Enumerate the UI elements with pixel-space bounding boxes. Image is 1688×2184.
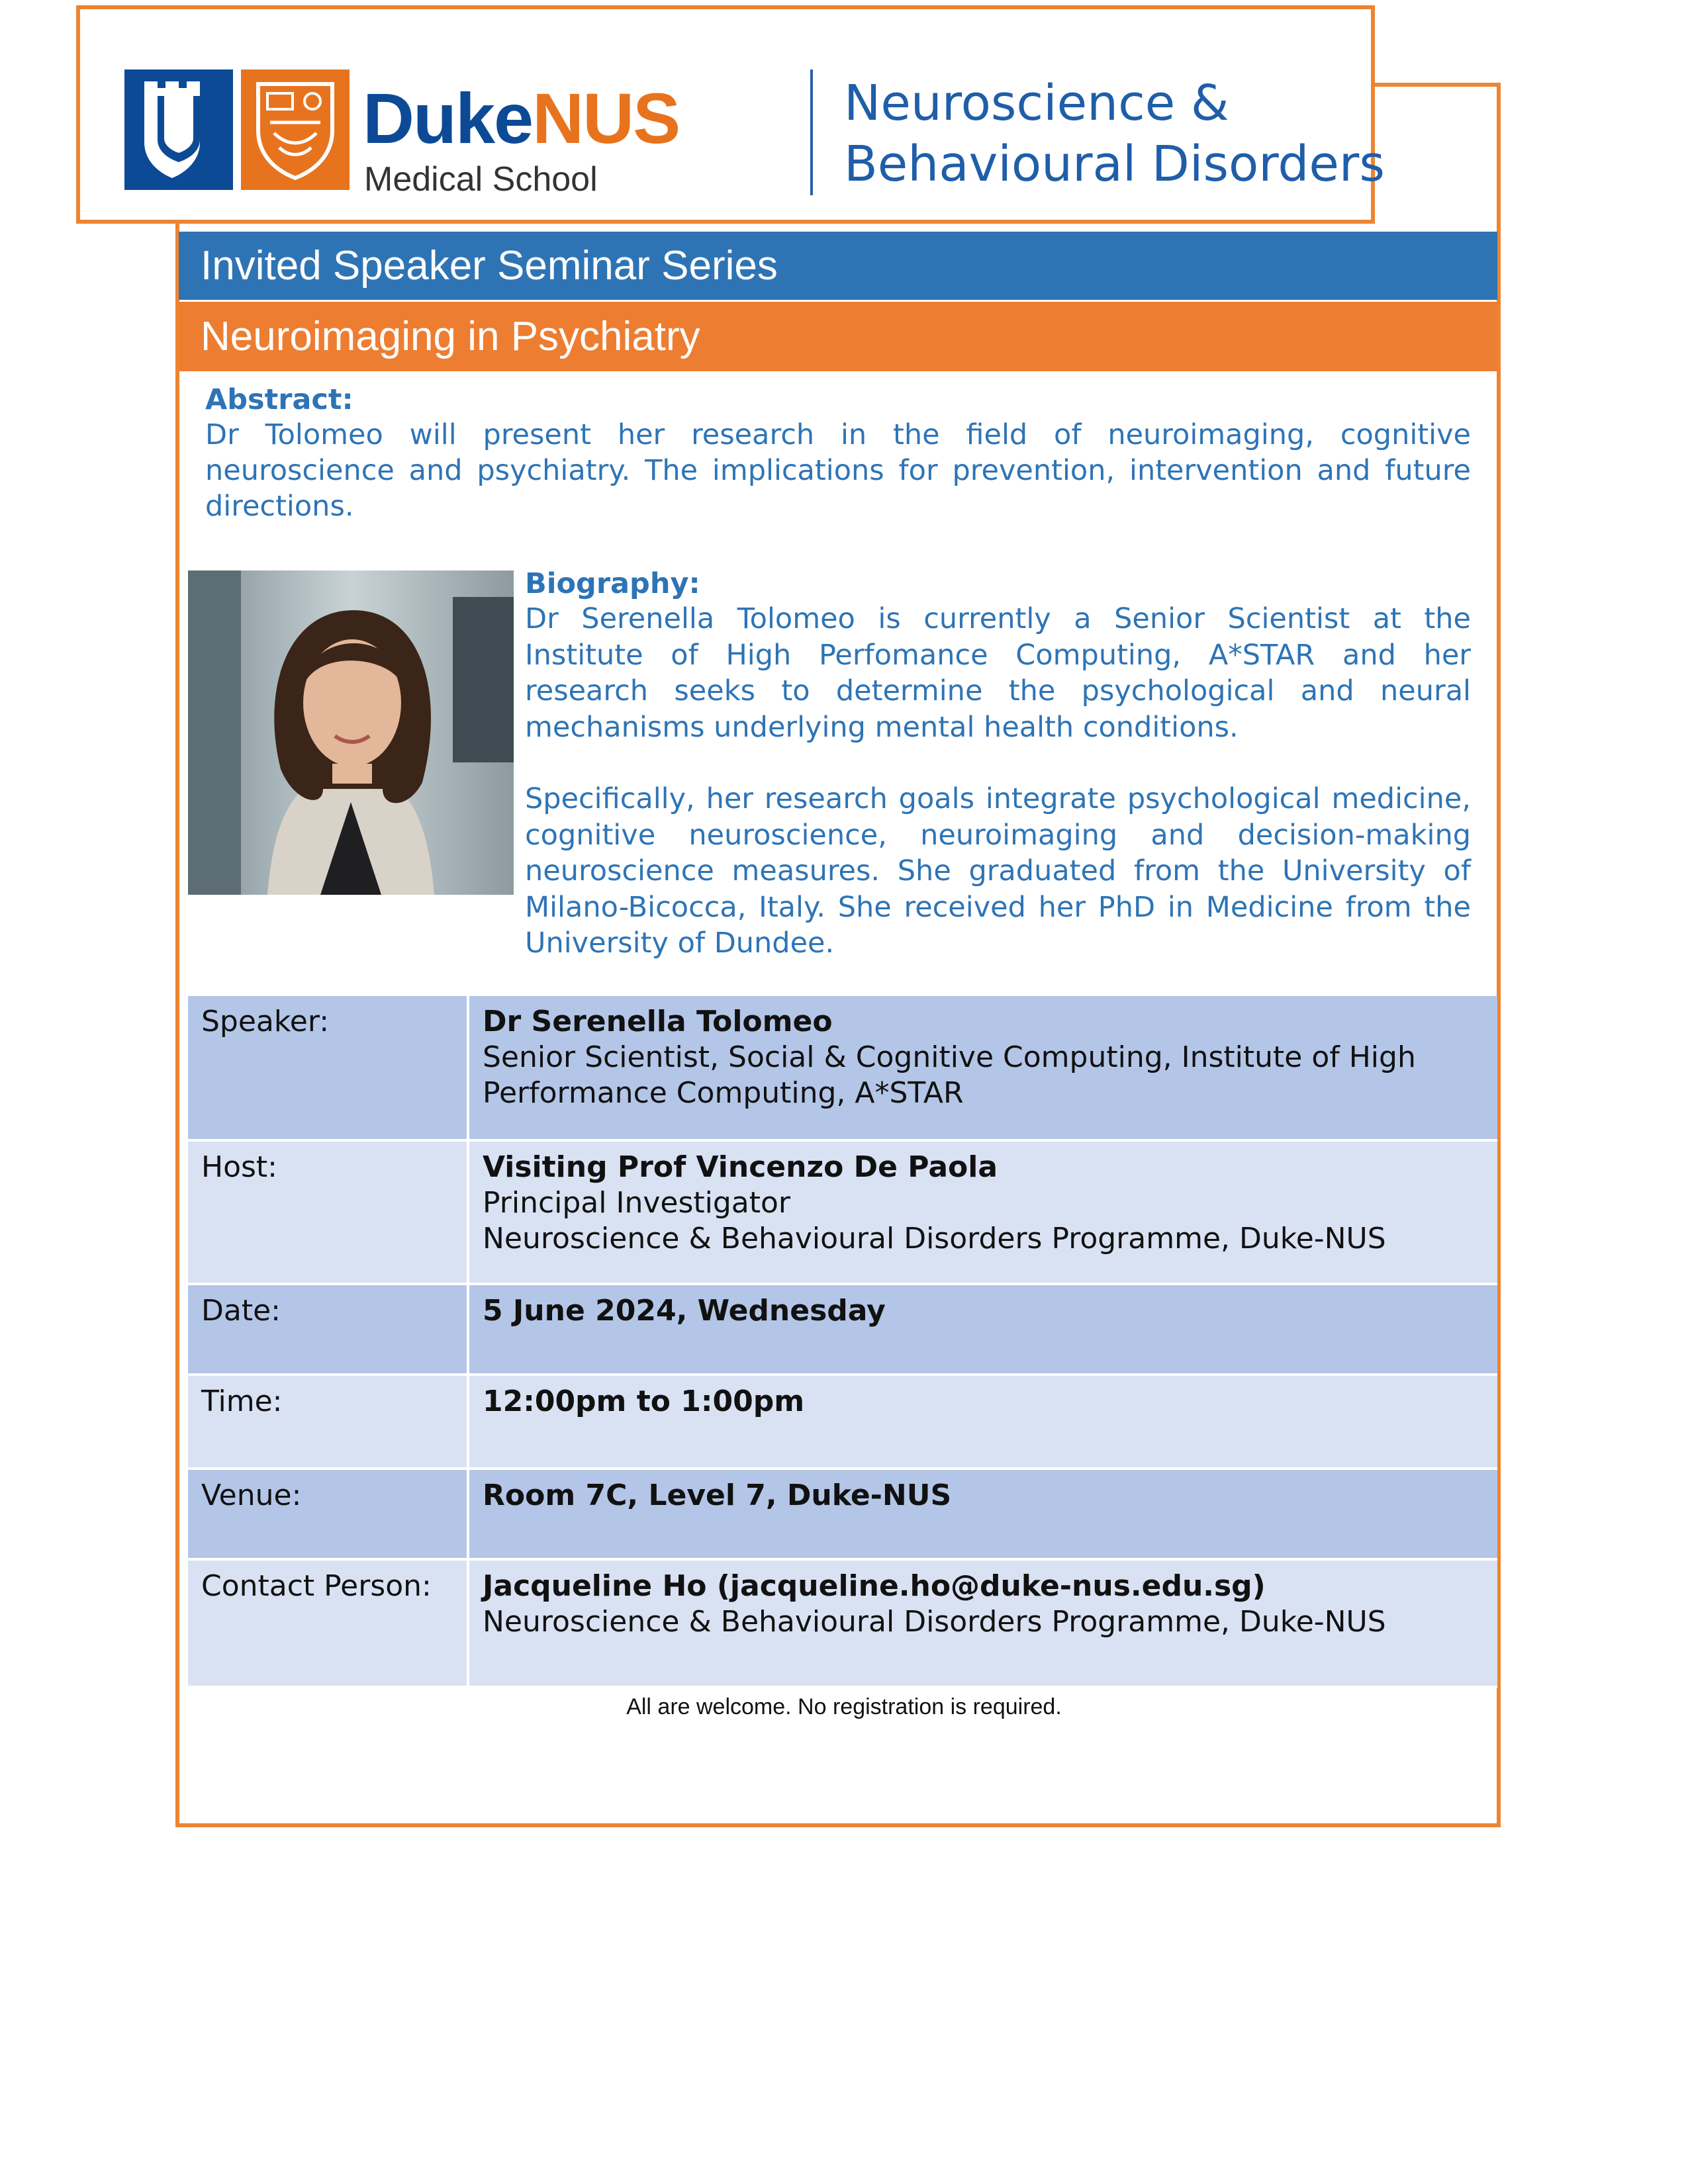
- nus-crest-icon: [241, 69, 350, 190]
- venue-label: Venue:: [188, 1469, 468, 1559]
- row-venue: [188, 1469, 1497, 1559]
- contact-label: Contact Person:: [188, 1559, 468, 1687]
- abstract-label: Abstract:: [205, 383, 353, 416]
- date-label: Date:: [188, 1284, 468, 1375]
- date-value: 5 June 2024, Wednesday: [468, 1284, 1497, 1375]
- biography-paragraph-1: Dr Serenella Tolomeo is currently a Senior Scientist at the Institute of High Perfomance Computing, A*STAR and her research seeks to determine the psychological and neural mechanisms underlying mental health conditions.: [525, 602, 1471, 744]
- program-name: [844, 73, 1385, 195]
- program-name-line2: Behavioural Disorders: [844, 136, 1385, 193]
- logo-wordmark: [363, 78, 680, 158]
- logo-subtitle: Medical School: [364, 160, 598, 199]
- biography-paragraph-2: Specifically, her research goals integrate psychological medicine, cognitive neuroscience, neuroimaging and decision-making neuroscience measures. She graduated from the University of Milano-Bicocca, Italy. She received her PhD in Medicine from the University of Dundee.: [525, 782, 1471, 960]
- duke-nus-logo: [124, 63, 760, 199]
- event-details-table: [188, 996, 1497, 1688]
- time-label: Time:: [188, 1375, 468, 1469]
- contact-name: Jacqueline Ho (jacqueline.ho@duke-nus.edu.sg): [483, 1569, 1266, 1603]
- time-value: 12:00pm to 1:00pm: [468, 1375, 1497, 1469]
- host-line1: Principal Investigator: [483, 1186, 791, 1220]
- speaker-name: Dr Serenella Tolomeo: [483, 1005, 833, 1038]
- logo-nus-text: NUS: [532, 78, 680, 158]
- host-line2: Neuroscience & Behavioural Disorders Programme, Duke-NUS: [483, 1222, 1386, 1255]
- speaker-line2: Performance Computing, A*STAR: [483, 1076, 964, 1110]
- host-details: [468, 1140, 1497, 1284]
- speaker-photo: [188, 570, 514, 895]
- row-host: [188, 1140, 1497, 1284]
- row-contact: [188, 1559, 1497, 1687]
- row-date: [188, 1284, 1497, 1375]
- biography-label: Biography:: [525, 567, 700, 600]
- abstract-text: Dr Tolomeo will present her research in the field of neuroimaging, cognitive neuroscience and psychiatry. The implications for prevention, intervention and future directions.: [205, 418, 1471, 523]
- speaker-line1: Senior Scientist, Social & Cognitive Computing, Institute of High: [483, 1040, 1416, 1074]
- venue-value: Room 7C, Level 7, Duke-NUS: [468, 1469, 1497, 1559]
- speaker-label: Speaker:: [188, 996, 468, 1140]
- logo-duke-text: Duke: [363, 78, 533, 158]
- contact-line1: Neuroscience & Behavioural Disorders Programme, Duke-NUS: [483, 1605, 1386, 1639]
- footer-note: All are welcome. No registration is required.: [626, 1694, 1062, 1719]
- host-label: Host:: [188, 1140, 468, 1284]
- biography-section: [525, 567, 1471, 962]
- series-title: Invited Speaker Seminar Series: [179, 232, 1497, 300]
- speaker-details: [468, 996, 1497, 1140]
- header-divider: [810, 69, 813, 195]
- row-speaker: [188, 996, 1497, 1140]
- host-name: Visiting Prof Vincenzo De Paola: [483, 1150, 998, 1184]
- contact-details: [468, 1559, 1497, 1687]
- row-time: [188, 1375, 1497, 1469]
- talk-title: Neuroimaging in Psychiatry: [179, 302, 1497, 371]
- abstract-section: [205, 383, 1471, 524]
- duke-chapel-shield-icon: [124, 69, 233, 190]
- program-name-line1: Neuroscience &: [844, 75, 1229, 132]
